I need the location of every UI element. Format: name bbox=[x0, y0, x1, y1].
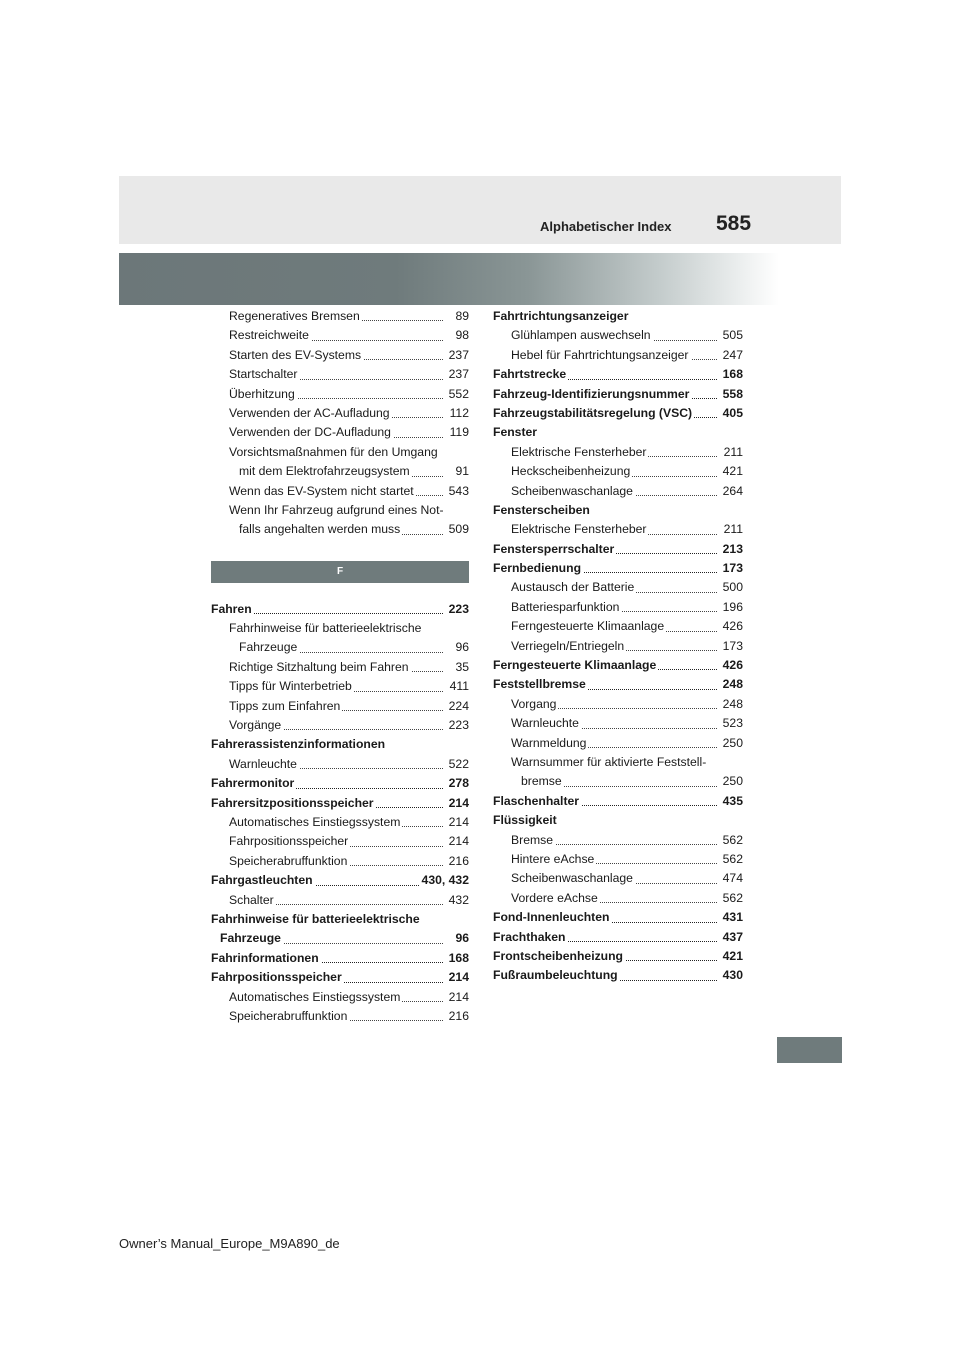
index-entry-page: 250 bbox=[721, 734, 743, 753]
index-entry-page: 431 bbox=[721, 908, 743, 927]
index-entry bbox=[493, 326, 743, 345]
index-entry bbox=[493, 404, 743, 423]
index-entry-page: 250 bbox=[721, 772, 743, 791]
index-entry bbox=[211, 949, 469, 968]
index-entry bbox=[211, 423, 469, 442]
index-entry bbox=[493, 307, 743, 326]
index-entry bbox=[493, 656, 743, 675]
index-entry-label: Frontscheibenheizung bbox=[493, 948, 624, 963]
index-entry bbox=[211, 794, 469, 813]
index-entry bbox=[211, 482, 469, 501]
index-entry-page: 168 bbox=[447, 949, 469, 968]
index-entry bbox=[211, 619, 469, 638]
index-entry-page: 248 bbox=[721, 675, 743, 694]
index-column-right bbox=[493, 307, 743, 986]
index-entry bbox=[211, 600, 469, 619]
index-entry-label: Scheibenwaschanlage bbox=[511, 871, 633, 886]
index-entry-label: Wenn das EV-System nicht startet bbox=[229, 483, 414, 498]
index-entry bbox=[493, 559, 743, 578]
index-entry-label: Flüssigkeit bbox=[493, 813, 557, 828]
index-entry-label: Fahrzeug-Identifizierungsnummer bbox=[493, 386, 690, 401]
index-entry-label: Frachthaken bbox=[493, 929, 566, 944]
index-entry bbox=[493, 714, 743, 733]
index-entry bbox=[211, 658, 469, 677]
index-entry bbox=[493, 928, 743, 947]
index-entry-label: Fenstersperrschalter bbox=[493, 541, 615, 556]
index-entry-page: 264 bbox=[721, 482, 743, 501]
index-entry-page: 211 bbox=[722, 443, 743, 462]
index-entry-label: Richtige Sitzhaltung beim Fahren bbox=[229, 659, 409, 674]
index-entry-page: 89 bbox=[453, 307, 469, 326]
index-entry-label: Startschalter bbox=[229, 367, 298, 382]
index-entry-page: 214 bbox=[447, 968, 469, 987]
index-entry-label: Fahrgastleuchten bbox=[211, 873, 313, 888]
index-entry bbox=[211, 346, 469, 365]
index-entry-page: 214 bbox=[447, 988, 469, 1007]
index-entry-label: Warnmeldung bbox=[511, 735, 587, 750]
index-entry-page: 211 bbox=[722, 520, 743, 539]
index-entry-page: 214 bbox=[447, 794, 469, 813]
index-entry-label: Fahrtrichtungsanzeiger bbox=[493, 309, 629, 323]
index-entry-label: Fahrzeugstabilitätsregelung (VSC) bbox=[493, 405, 693, 420]
index-entry bbox=[493, 792, 743, 811]
index-entry bbox=[493, 443, 743, 462]
index-entry-page: 96 bbox=[453, 638, 469, 657]
index-entry-label: Scheibenwaschanlage bbox=[511, 483, 633, 498]
index-entry bbox=[493, 598, 743, 617]
index-entry-page: 98 bbox=[453, 326, 469, 345]
index-entry-label: Vorsichtsmaßnahmen für den Umgang bbox=[229, 444, 438, 459]
index-entry bbox=[211, 404, 469, 423]
index-entry-page: 173 bbox=[721, 559, 743, 578]
index-entry bbox=[211, 755, 469, 774]
index-entry-label: mit dem Elektrofahrzeugsystem bbox=[239, 464, 410, 479]
index-entry-page: 505 bbox=[721, 326, 743, 345]
index-column-left bbox=[211, 307, 469, 1026]
index-entry-label: Warnsummer für aktivierte Feststell- bbox=[511, 754, 707, 769]
index-entry-page: 237 bbox=[447, 365, 469, 384]
index-entry-page: 248 bbox=[721, 695, 743, 714]
index-entry bbox=[211, 501, 469, 520]
index-entry-label: Verwenden der AC-Aufladung bbox=[229, 405, 390, 420]
index-entry bbox=[211, 813, 469, 832]
index-entry-page: 173 bbox=[721, 637, 743, 656]
index-entry bbox=[211, 968, 469, 987]
index-group-f bbox=[211, 600, 469, 1027]
index-entry bbox=[493, 346, 743, 365]
index-entry-label: Verwenden der DC-Aufladung bbox=[229, 425, 391, 440]
index-entry-page: 223 bbox=[447, 600, 469, 619]
index-entry-label: Überhitzung bbox=[229, 386, 295, 401]
index-entry bbox=[211, 677, 469, 696]
index-entry-label: Fahrpositionsspeicher bbox=[229, 834, 349, 849]
index-entry-page: 500 bbox=[721, 578, 743, 597]
letter-divider-f: F bbox=[211, 561, 469, 583]
index-entry-label: Warnleuchte bbox=[229, 756, 297, 771]
index-entry-page: 562 bbox=[721, 831, 743, 850]
index-entry-page: 196 bbox=[721, 598, 743, 617]
index-entry-page: 224 bbox=[447, 697, 469, 716]
index-entry bbox=[493, 675, 743, 694]
index-entry-page: 562 bbox=[721, 850, 743, 869]
index-entry-page: 437 bbox=[721, 928, 743, 947]
index-entry bbox=[211, 774, 469, 793]
index-entry-label: Speicherabruffunktion bbox=[229, 853, 348, 868]
index-entry-page: 405 bbox=[721, 404, 743, 423]
index-entry-label: Hebel für Fahrtrichtungsanzeiger bbox=[511, 347, 689, 362]
index-entry-page: 96 bbox=[453, 929, 469, 948]
index-entry-label: Fahrtstrecke bbox=[493, 367, 567, 382]
index-entry bbox=[493, 869, 743, 888]
index-entry-label: Fahrhinweise für batterieelektrische bbox=[211, 911, 420, 926]
index-entry-label: Vorgänge bbox=[229, 718, 282, 733]
index-entry-label: Automatisches Einstiegssystem bbox=[229, 989, 401, 1004]
section-title: Alphabetischer Index bbox=[540, 219, 672, 234]
index-entry-page: 216 bbox=[447, 852, 469, 871]
index-entry bbox=[211, 365, 469, 384]
index-entry-label: Elektrische Fensterheber bbox=[511, 522, 647, 537]
index-entry-page: 426 bbox=[721, 656, 743, 675]
index-entry-page: 426 bbox=[721, 617, 743, 636]
index-entry bbox=[493, 578, 743, 597]
index-entry-page: 421 bbox=[721, 462, 743, 481]
index-entry bbox=[493, 385, 743, 404]
index-entry-label: Restreichweite bbox=[229, 328, 309, 343]
index-entry-page: 430 bbox=[721, 966, 743, 985]
index-entry bbox=[493, 462, 743, 481]
index-entry-label: Flaschenhalter bbox=[493, 793, 580, 808]
index-entry bbox=[211, 852, 469, 871]
index-entry bbox=[493, 695, 743, 714]
index-entry-label: Bremse bbox=[511, 832, 553, 847]
index-entry bbox=[211, 988, 469, 1007]
index-entry-label: Elektrische Fensterheber bbox=[511, 444, 647, 459]
index-entry bbox=[493, 908, 743, 927]
index-entry bbox=[211, 1007, 469, 1026]
index-entry-page: 411 bbox=[448, 677, 469, 696]
index-entry-page: 237 bbox=[447, 346, 469, 365]
index-entry bbox=[493, 423, 743, 442]
index-entry bbox=[493, 850, 743, 869]
index-entry bbox=[493, 772, 743, 791]
index-entry-label: Fensterscheiben bbox=[493, 502, 590, 517]
index-entry-label: Fahren bbox=[211, 601, 252, 616]
index-entry-page: 247 bbox=[721, 346, 743, 365]
index-entry-page: 523 bbox=[721, 714, 743, 733]
index-entry-label: Ferngesteuerte Klimaanlage bbox=[511, 619, 665, 634]
index-entry-label: Fahrinformationen bbox=[211, 950, 319, 965]
index-entry bbox=[211, 871, 469, 890]
index-entry-label: Fahrzeuge bbox=[239, 640, 298, 655]
index-entry-label: Heckscheibenheizung bbox=[511, 464, 631, 479]
index-entry-page: 430, 432 bbox=[420, 871, 469, 890]
index-entry-label: Fahrermonitor bbox=[211, 776, 295, 791]
index-entry-page: 214 bbox=[447, 813, 469, 832]
index-entry bbox=[211, 697, 469, 716]
index-entry-label: Feststellbremse bbox=[493, 677, 586, 692]
index-entry-label: Starten des EV-Systems bbox=[229, 347, 362, 362]
index-entry bbox=[211, 443, 469, 462]
index-entry-label: Fahrhinweise für batterieelektrische bbox=[229, 621, 422, 636]
index-entry bbox=[211, 462, 469, 481]
index-entry bbox=[211, 832, 469, 851]
index-entry-page: 421 bbox=[721, 947, 743, 966]
index-entry-label: Hintere eAchse bbox=[511, 851, 595, 866]
index-entry-label: Ferngesteuerte Klimaanlage bbox=[493, 658, 657, 673]
index-entry-page: 558 bbox=[721, 385, 743, 404]
index-entry-label: Batteriesparfunktion bbox=[511, 599, 620, 614]
index-entry-page: 474 bbox=[721, 869, 743, 888]
index-entry-label: falls angehalten werden muss bbox=[239, 522, 401, 537]
index-entry bbox=[493, 501, 743, 520]
index-entry bbox=[493, 966, 743, 985]
index-entry-label: Fahrerassistenzinformationen bbox=[211, 737, 386, 752]
index-entry-label: Fahrpositionsspeicher bbox=[211, 970, 342, 985]
page-number: 585 bbox=[716, 212, 752, 235]
index-group-e-continued bbox=[211, 307, 469, 540]
index-entry-label: Glühlampen auswechseln bbox=[511, 328, 651, 343]
index-entry-page: 214 bbox=[447, 832, 469, 851]
index-entry-label: Fahrzeuge bbox=[220, 931, 281, 946]
index-entry-label: Tipps zum Einfahren bbox=[229, 698, 341, 713]
index-entry-label: Warnleuchte bbox=[511, 716, 579, 731]
index-entry-label: Fond-Innenleuchten bbox=[493, 910, 610, 925]
index-entry bbox=[493, 540, 743, 559]
index-entry-label: Vorgang bbox=[511, 696, 557, 711]
index-entry bbox=[211, 326, 469, 345]
index-entry bbox=[493, 947, 743, 966]
index-entry-page: 112 bbox=[448, 404, 469, 423]
index-entry bbox=[211, 929, 469, 948]
index-entry-page: 119 bbox=[448, 423, 469, 442]
index-entry-label: Automatisches Einstiegssystem bbox=[229, 814, 401, 829]
index-entry-label: Fernbedienung bbox=[493, 561, 582, 576]
index-entry bbox=[493, 811, 743, 830]
index-entry-label: Verriegeln/Entriegeln bbox=[511, 638, 625, 653]
index-entry-page: 562 bbox=[721, 889, 743, 908]
index-entry bbox=[493, 520, 743, 539]
index-entry-label: Fahrersitzpositionsspeicher bbox=[211, 795, 374, 810]
index-entry-page: 552 bbox=[447, 385, 469, 404]
index-entry bbox=[493, 617, 743, 636]
index-entry bbox=[211, 307, 469, 326]
index-entry bbox=[211, 891, 469, 910]
index-entry bbox=[211, 910, 469, 929]
index-entry-label: Speicherabruffunktion bbox=[229, 1008, 348, 1023]
index-entry-page: 35 bbox=[453, 658, 469, 677]
index-entry-label: Vordere eAchse bbox=[511, 890, 598, 905]
index-entry-page: 216 bbox=[447, 1007, 469, 1026]
index-entry-page: 278 bbox=[447, 774, 469, 793]
index-entry-page: 91 bbox=[453, 462, 469, 481]
index-entry-page: 509 bbox=[447, 520, 469, 539]
index-entry-page: 522 bbox=[447, 755, 469, 774]
index-entry-label: Austausch der Batterie bbox=[511, 580, 635, 595]
index-entry-page: 168 bbox=[721, 365, 743, 384]
index-entry-page: 223 bbox=[447, 716, 469, 735]
index-entry-label: Wenn Ihr Fahrzeug aufgrund eines Not- bbox=[229, 502, 444, 517]
index-entry-label: Regeneratives Bremsen bbox=[229, 309, 360, 323]
index-entry bbox=[493, 753, 743, 772]
index-group-f-continued bbox=[493, 307, 743, 986]
index-entry bbox=[211, 385, 469, 404]
index-entry-page: 432 bbox=[447, 891, 469, 910]
chapter-tab-marker bbox=[777, 1037, 842, 1063]
index-entry bbox=[211, 735, 469, 754]
index-entry bbox=[493, 889, 743, 908]
index-entry bbox=[493, 482, 743, 501]
index-entry-page: 435 bbox=[721, 792, 743, 811]
index-entry bbox=[493, 365, 743, 384]
index-entry-page: 213 bbox=[721, 540, 743, 559]
index-entry bbox=[211, 638, 469, 657]
index-entry bbox=[493, 734, 743, 753]
index-entry bbox=[493, 637, 743, 656]
index-entry-label: Fenster bbox=[493, 425, 538, 440]
index-entry bbox=[493, 831, 743, 850]
footer-manual-id: Owner’s Manual_Europe_M9A890_de bbox=[119, 1236, 340, 1251]
index-entry-label: Tipps für Winterbetrieb bbox=[229, 679, 352, 694]
index-entry bbox=[211, 520, 469, 539]
index-entry-page: 543 bbox=[447, 482, 469, 501]
index-entry-label: Schalter bbox=[229, 892, 274, 907]
index-entry bbox=[211, 716, 469, 735]
index-entry-label: bremse bbox=[521, 774, 562, 789]
index-entry-label: Fußraumbeleuchtung bbox=[493, 968, 618, 983]
decorative-gradient-bar bbox=[119, 253, 779, 305]
